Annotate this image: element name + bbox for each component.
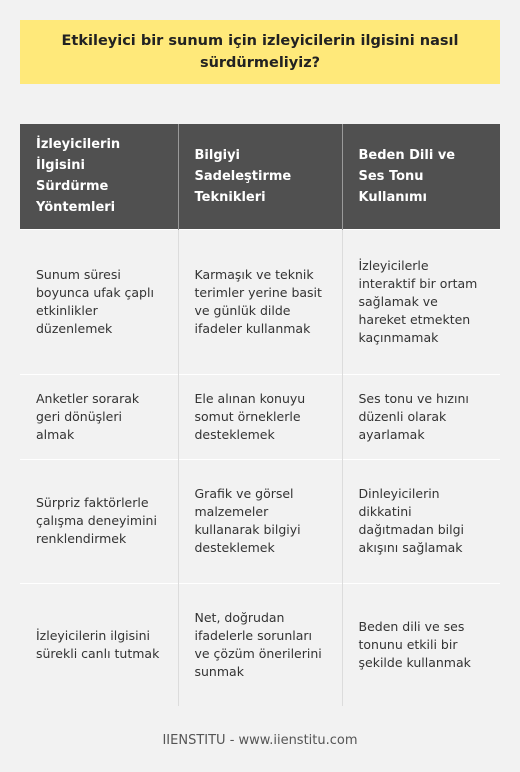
table-cell: Sürpriz faktörlerle çalışma deneyimini renklendirmek xyxy=(20,459,178,583)
table-cell: İzleyicilerin ilgisini sürekli canlı tutmak xyxy=(20,583,178,706)
table-cell: Ele alınan konuyu somut örneklerle desteklemek xyxy=(178,374,342,459)
table-cell: İzleyicilerle interaktif bir ortam sağlamak ve hareket etmekten kaçınmamak xyxy=(342,229,500,374)
title-banner xyxy=(20,20,500,84)
column-header: Bilgiyi Sadeleştirme Teknikleri xyxy=(178,124,342,229)
table-header-row xyxy=(20,124,500,229)
table-row xyxy=(20,229,500,374)
table-row xyxy=(20,583,500,706)
table-cell: Sunum süresi boyunca ufak çaplı etkinlikler düzenlemek xyxy=(20,229,178,374)
comparison-table xyxy=(20,124,500,706)
table-row xyxy=(20,374,500,459)
table-cell: Beden dili ve ses tonunu etkili bir şekilde kullanmak xyxy=(342,583,500,706)
table-cell: Karmaşık ve teknik terimler yerine basit ve günlük dilde ifadeler kullanmak xyxy=(178,229,342,374)
table-cell: Grafik ve görsel malzemeler kullanarak bilgiyi desteklemek xyxy=(178,459,342,583)
page-title: Etkileyici bir sunum için izleyicilerin ilgisini nasıl sürdürmeliyiz? xyxy=(61,33,459,71)
column-header: İzleyicilerin İlgisini Sürdürme Yöntemleri xyxy=(20,124,178,229)
table-cell: Anketler sorarak geri dönüşleri almak xyxy=(20,374,178,459)
table-cell: Net, doğrudan ifadelerle sorunları ve çözüm önerilerini sunmak xyxy=(178,583,342,706)
table-cell: Dinleyicilerin dikkatini dağıtmadan bilgi akışını sağlamak xyxy=(342,459,500,583)
column-header: Beden Dili ve Ses Tonu Kullanımı xyxy=(342,124,500,229)
table-row xyxy=(20,459,500,583)
footer-credit: IIENSTITU - www.iienstitu.com xyxy=(162,733,358,748)
table-cell: Ses tonu ve hızını düzenli olarak ayarlamak xyxy=(342,374,500,459)
